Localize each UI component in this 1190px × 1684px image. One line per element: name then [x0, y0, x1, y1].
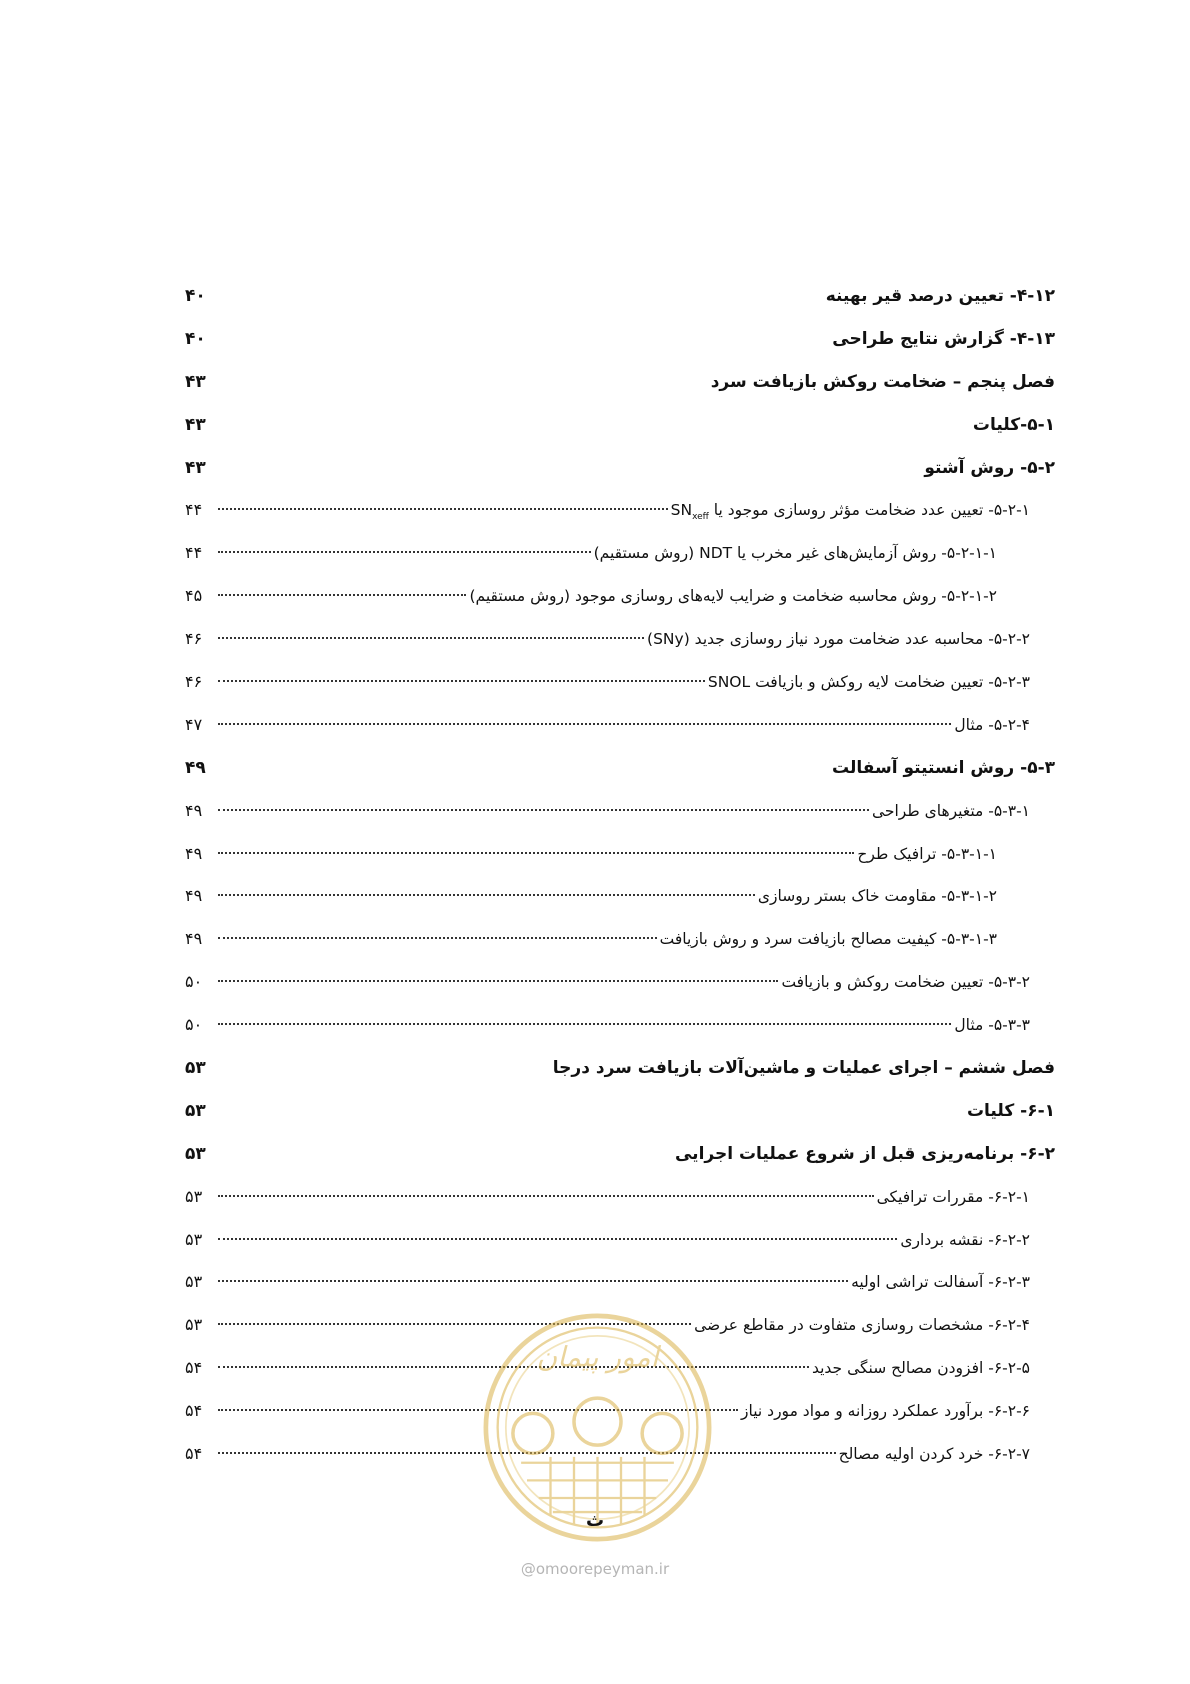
toc-entry-page: ۵۳: [185, 1229, 203, 1249]
toc-entry-title: ۶-۲-۳- آسفالت تراشی اولیه: [851, 1273, 1030, 1292]
toc-entry: [185, 361, 1055, 404]
dot-leader: [218, 1023, 951, 1025]
toc-entry-title: ۶-۲-۴- مشخصات روسازی متفاوت در مقاطع عرضی: [694, 1316, 1030, 1335]
toc-entry: [185, 918, 1055, 961]
toc-entry-title: ۵-۳-۱-۲- مقاومت خاک بستر روسازی: [757, 887, 997, 906]
toc-entry-page: ۴۹: [185, 800, 203, 820]
toc-entry: [185, 404, 1055, 447]
dot-leader: [218, 1238, 897, 1240]
toc-entry: [185, 875, 1055, 918]
dot-leader: [218, 637, 644, 639]
toc-entry-page: ۵۳: [185, 1100, 206, 1121]
toc-entry-page: ۴۰: [185, 286, 206, 306]
toc-entry-title: فصل پنجم – ضخامت روکش بازیافت سرد: [710, 371, 1055, 392]
toc-entry-page: ۵۰: [185, 1015, 203, 1035]
seal-text: امور پیمان: [536, 1340, 659, 1374]
toc-entry-page: ۴۵: [185, 586, 203, 606]
toc-entry-title: ۵-۳-۱-۳- کیفیت مصالح بازیافت سرد و روش بازیافت: [659, 930, 997, 949]
toc-entry-page: ۵۰: [185, 972, 203, 992]
dot-leader: [218, 508, 668, 510]
toc-entry: [185, 489, 1055, 532]
toc-entry-title: ۵-۳- روش انستیتو آسفالت: [832, 757, 1055, 778]
dot-leader: [218, 809, 869, 811]
toc-entry-title: ۵-۲- روش آشتو: [924, 457, 1055, 478]
dot-leader: [218, 723, 951, 725]
toc-entry: [185, 618, 1055, 661]
dot-leader: [218, 1195, 874, 1197]
toc-entry-title: ۶-۲-۲- نقشه برداری: [900, 1230, 1030, 1249]
toc-entry-page: ۴۳: [185, 457, 206, 478]
toc-entry-title: ۵-۳-۱- متغیرهای طراحی: [871, 801, 1030, 820]
toc-entry-page: ۴۳: [185, 414, 206, 435]
toc-entry-page: ۵۴: [185, 1358, 203, 1378]
toc-entry: [185, 1176, 1055, 1219]
toc-entry-title: ۵-۳-۳- مثال: [954, 1016, 1030, 1035]
toc-entry-title: ۴-۱۳- گزارش نتایج طراحی: [832, 328, 1055, 349]
toc-entry-page: ۴۰: [185, 328, 206, 349]
toc-entry-title: ۵-۲-۱- تعیین عدد ضخامت مؤثر روسازی موجود یا $SN_{xeff}$: [670, 501, 1030, 523]
toc-entry-title: فصل ششم – اجرای عملیات و ماشین‌آلات بازیافت سرد درجا: [552, 1058, 1055, 1079]
toc-entry: [185, 704, 1055, 747]
toc-entry-page: ۴۶: [185, 672, 203, 692]
table-of-contents: [185, 275, 1055, 1476]
dot-leader: [218, 680, 705, 682]
toc-entry-title: ۵-۲-۲- محاسبه عدد ضخامت مورد نیاز روسازی جدید (SNy): [647, 630, 1030, 649]
toc-entry: [185, 447, 1055, 490]
toc-entry: [185, 833, 1055, 876]
toc-entry-page: ۴۷: [185, 714, 203, 734]
toc-entry-title: ۵-۳-۲- تعیین ضخامت روکش و بازیافت: [781, 973, 1030, 992]
toc-entry: [185, 747, 1055, 790]
toc-entry-title: ۶-۲-۷- خرد کردن اولیه مصالح: [838, 1445, 1030, 1464]
toc-entry-page: ۴۴: [185, 500, 203, 520]
toc-entry-title: ۴-۱۲- تعیین درصد قیر بهینه: [825, 286, 1055, 306]
toc-entry: [185, 1090, 1055, 1133]
toc-entry: [185, 532, 1055, 575]
toc-entry: [185, 661, 1055, 704]
toc-entry-page: ۵۳: [185, 1058, 206, 1079]
toc-entry-title: ۶-۲-۵- افزودن مصالح سنگی جدید: [811, 1359, 1030, 1378]
toc-entry: [185, 961, 1055, 1004]
toc-entry-title: ۵-۲-۱-۱- روش آزمایش‌های غیر مخرب یا NDT (روش مستقیم): [593, 544, 997, 563]
toc-entry-title: ۶-۱- کلیات: [966, 1100, 1055, 1121]
dot-leader: [218, 594, 466, 596]
toc-entry-title: ۵-۲-۳- تعیین ضخامت لایه روکش و بازیافت SNOL: [707, 673, 1030, 692]
toc-entry-page: ۴۹: [185, 843, 203, 863]
toc-entry-page: ۵۳: [185, 1272, 203, 1292]
toc-entry-title: ۵-۳-۱-۱- ترافیک طرح: [857, 844, 997, 863]
toc-entry: [185, 275, 1055, 318]
toc-entry-title: ۵-۲-۱-۲- روش محاسبه ضخامت و ضرایب لایه‌های روسازی موجود (روش مستقیم): [469, 587, 997, 606]
dot-leader: [218, 1280, 848, 1282]
toc-entry-title: ۵-۲-۴- مثال: [954, 715, 1030, 734]
toc-entry-page: ۴۳: [185, 371, 206, 392]
toc-entry-page: ۴۹: [185, 757, 206, 778]
toc-entry-page: ۵۴: [185, 1444, 203, 1464]
dot-leader: [218, 852, 854, 854]
toc-entry-page: ۴۴: [185, 543, 203, 563]
toc-entry: [185, 790, 1055, 833]
toc-entry-page: ۵۳: [185, 1315, 203, 1335]
toc-entry: [185, 1047, 1055, 1090]
toc-entry: [185, 1004, 1055, 1047]
toc-entry-page: ۵۳: [185, 1186, 203, 1206]
toc-entry: [185, 1261, 1055, 1304]
toc-entry-page: ۴۹: [185, 929, 203, 949]
toc-entry-title: ۶-۲- برنامه‌ریزی قبل از شروع عملیات اجرایی: [674, 1143, 1055, 1164]
dot-leader: [218, 980, 778, 982]
toc-entry-page: ۵۳: [185, 1143, 206, 1164]
toc-entry-page: ۴۶: [185, 629, 203, 649]
toc-entry-title: ۵-۱-کلیات: [972, 414, 1055, 435]
dot-leader: [218, 894, 755, 896]
toc-entry: [185, 318, 1055, 361]
toc-entry: [185, 1219, 1055, 1262]
toc-entry-title: ۶-۲-۶- برآورد عملکرد روزانه و مواد مورد نیاز: [741, 1402, 1030, 1421]
dot-leader: [218, 551, 591, 553]
toc-entry: [185, 575, 1055, 618]
page-number: ث: [585, 1510, 605, 1531]
watermark-text: @omoorepeyman.ir: [520, 1560, 670, 1578]
toc-entry-page: ۵۴: [185, 1401, 203, 1421]
toc-entry-symbol: $SN_{xeff}$: [670, 501, 709, 523]
toc-entry-page: ۴۹: [185, 886, 203, 906]
toc-entry-title: ۶-۲-۱- مقررات ترافیکی: [876, 1187, 1030, 1206]
toc-entry: [185, 1133, 1055, 1176]
dot-leader: [218, 937, 657, 939]
